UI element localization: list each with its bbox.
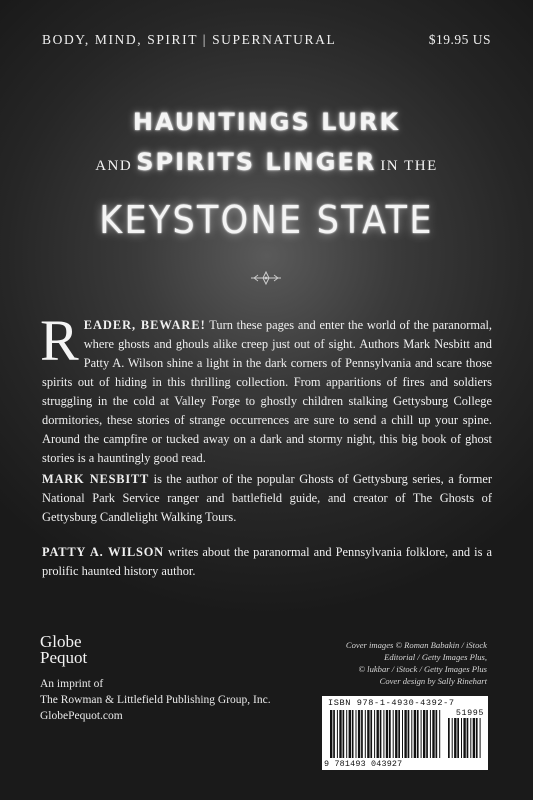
category-label: BODY, MIND, SPIRIT | SUPERNATURAL	[42, 32, 337, 47]
barcode-bar	[380, 710, 382, 758]
barcode-bar	[337, 710, 338, 758]
barcode-bar	[480, 718, 481, 758]
barcode-bar	[454, 718, 456, 758]
publisher-logo	[40, 634, 87, 666]
credits-line-3: © lukbar / iStock / Getty Images Plus	[358, 664, 487, 674]
headline-line-1: HAUNTINGS LURK	[132, 108, 401, 136]
barcode-addon-number: 51995	[455, 708, 484, 718]
barcode-bar	[386, 710, 388, 758]
blurb-body: Turn these pages and enter the world of the paranormal, where ghosts and ghouls alike creep just out of sight. Authors Mark Nesbitt and Patty A. Wilson shine a light in the dark corners of Pennsylvania and scare those spirits out of hiding in this thrilling collection. From apparitions of fires and soldiers struggling in the cold at Valley Forge to ghostly children stalking Gettysburg College dormitories, these stories of strange occurrences are sure to send a chill up your spine. Around the campfire or tucked away on a dark and stormy night, this big book of ghost stories is a hauntingly good read.	[42, 318, 493, 465]
barcode-bar	[452, 718, 453, 758]
barcode-bar	[365, 710, 366, 758]
barcode-bar	[370, 710, 372, 758]
isbn-label: ISBN 978-1-4930-4392-7	[328, 698, 455, 708]
barcode-bar	[476, 718, 478, 758]
headline-keystone-state: KEYSTONE STATE	[99, 198, 434, 242]
barcode-bar	[404, 710, 406, 758]
barcode-bar	[343, 710, 345, 758]
barcode-bar	[358, 710, 360, 758]
barcode-bar	[374, 710, 375, 758]
barcode-bar	[346, 710, 347, 758]
publisher-logo-line-2: Pequot	[40, 648, 88, 667]
blurb-lead: EADER, BEWARE!	[83, 318, 206, 332]
headline-and: AND	[95, 158, 133, 174]
barcode-bar	[356, 710, 357, 758]
author-name: MARK NESBITT	[42, 472, 150, 486]
addon-barcode-icon	[448, 718, 484, 758]
barcode-bar	[426, 710, 428, 758]
barcode-bar	[421, 710, 422, 758]
barcode-bar	[436, 710, 438, 758]
barcode-bar	[330, 710, 332, 758]
barcode-bar	[383, 710, 384, 758]
barcode-bar	[439, 710, 440, 758]
barcode-icon	[330, 710, 442, 758]
price-label: $19.95 US	[428, 32, 491, 47]
author-bio-text: is the author of the popular Ghosts of Gettysburg series, a former National Park Service ranger and battlefield guide, and creator of The Ghosts of Gettysburg Candlelight Walking Tours.	[42, 472, 492, 524]
barcode-number: 9 781493 043927	[324, 759, 403, 769]
barcode-bar	[398, 710, 400, 758]
imprint-info	[40, 676, 271, 724]
barcode-bar	[393, 710, 394, 758]
cover-credits	[257, 639, 487, 687]
barcode-bar	[423, 710, 425, 758]
barcode-bar	[333, 710, 335, 758]
barcode-bar	[414, 710, 416, 758]
barcode-bar	[339, 710, 341, 758]
barcode-bar	[467, 718, 469, 758]
barcode-bar	[448, 718, 450, 758]
author-bio-mark-nesbitt	[42, 470, 492, 527]
author-bio-text: writes about the paranormal and Pennsylvania folklore, and is a prolific haunted history author.	[42, 545, 492, 578]
imprint-line-2: The Rowman & Littlefield Publishing Group, Inc.	[40, 694, 271, 706]
barcode-bar	[432, 710, 434, 758]
barcode-bar	[473, 718, 475, 758]
barcode-bar	[377, 710, 379, 758]
publisher-logo-line-1: Globe	[40, 632, 82, 651]
top-bar	[42, 32, 491, 52]
description-blurb	[40, 308, 493, 468]
barcode-bar	[349, 710, 351, 758]
credits-line-4: Cover design by Sally Rinehart	[379, 676, 487, 686]
barcode-bar	[367, 710, 369, 758]
barcode-bar	[408, 710, 410, 758]
author-bio-patty-wilson	[42, 543, 492, 581]
barcode-bar	[417, 710, 419, 758]
headline-in-the: IN THE	[380, 158, 438, 174]
credits-line-2: Editorial / Getty Images Plus,	[384, 652, 487, 662]
barcode-bar	[430, 710, 431, 758]
headline	[0, 104, 533, 244]
barcode-bar	[361, 710, 363, 758]
headline-line-2	[0, 142, 533, 182]
barcode-bar	[463, 718, 465, 758]
publisher-website: GlobePequot.com	[40, 710, 123, 722]
barcode-bar	[411, 710, 412, 758]
barcode-bar	[395, 710, 397, 758]
headline-spirits-linger: SPIRITS LINGER	[136, 148, 377, 176]
barcode-bar	[470, 718, 471, 758]
imprint-line-1: An imprint of	[40, 678, 104, 690]
drop-cap: R	[40, 308, 79, 373]
author-name: PATTY A. WILSON	[42, 545, 164, 559]
barcode-bar	[402, 710, 403, 758]
ornament-divider-icon	[250, 270, 282, 286]
barcode-bar	[461, 718, 462, 758]
credits-line-1: Cover images © Roman Babakin / iStock	[345, 640, 487, 650]
barcode-bar	[389, 710, 391, 758]
barcode-bar	[457, 718, 459, 758]
isbn-barcode-box	[322, 696, 488, 770]
barcode-bar	[352, 710, 354, 758]
